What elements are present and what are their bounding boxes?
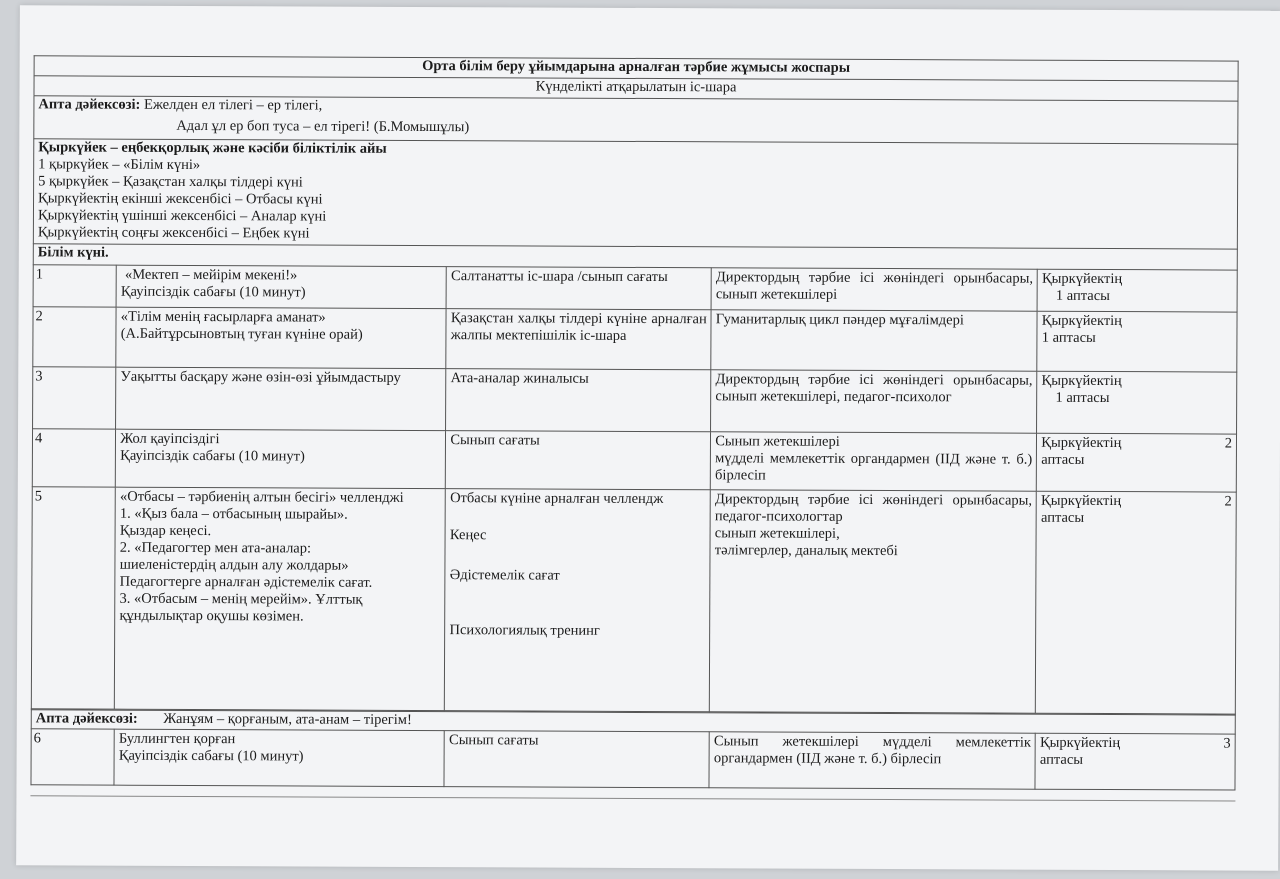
month-item: Қыркүйектің соңғы жексенбісі – Еңбек күні (37, 224, 310, 242)
responsible-cell: Директордың тәрбие ісі жөніндегі орынбасары, сынып жетекшілері, педагог-психолог (711, 370, 1037, 433)
time-month: Қыркүйектің (1039, 734, 1121, 752)
row-number: 4 (32, 429, 116, 487)
responsible-cell: Директордың тәрбие ісі жөніндегі орынбасары, сынып жетекшілері (711, 268, 1037, 311)
event-line: Қауіпсіздік сабағы (10 минут) (120, 283, 306, 301)
time-line: аптасы (1039, 751, 1084, 768)
event-line: 1. «Қыз бала – отбасының шырайы». (119, 505, 348, 523)
events-table-2 (30, 728, 1235, 790)
event-cell (116, 429, 446, 488)
motto-label: Апта дәйексөзі: (35, 710, 138, 727)
time-line: Қыркүйектің (1041, 312, 1123, 330)
time-month: Қыркүйектің (1041, 492, 1122, 510)
motto-line-1: Ежелден ел тілегі – ер тілегі, (143, 96, 323, 114)
events-table (31, 264, 1238, 714)
responsible-cell: Сынып жетекшілері мүдделі мемлекеттік органдармен (ІІД және т. б.) бірлесіп (709, 732, 1035, 789)
month-item: 1 қыркүйек – «Білім күні» (38, 156, 201, 174)
row-number: 2 (33, 307, 117, 367)
table-row (31, 487, 1236, 714)
table-row (32, 429, 1236, 492)
month-item: 5 қыркүйек – Қазақстан халқы тілдері күні (38, 173, 303, 191)
event-line: «Мектеп – мейірім мекені!» (124, 266, 298, 284)
row-number: 3 (33, 367, 117, 429)
time-cell (1037, 311, 1237, 372)
month-block (33, 138, 1238, 248)
row-number: 6 (31, 729, 115, 785)
event-cell (116, 307, 446, 368)
plan-document (30, 55, 1238, 802)
time-line (1040, 735, 1231, 753)
motto-line-2: Адал ұл ер боп туса – ел тірегі! (Б.Момышұлы) (176, 117, 470, 136)
row-number: 5 (31, 487, 115, 709)
event-line: Қыздар кеңесі. (119, 522, 212, 540)
time-week: 3 (1223, 735, 1231, 752)
event-line: «Отбасы – тәрбиенің алтын бесігі» челленджі (119, 488, 404, 506)
responsible-line: мүдделі мемлекеттік органдармен (ІІД және т. б.) бірлесіп (715, 450, 1033, 484)
responsible-cell: Гуманитарлық цикл пәндер мұғалімдері (711, 310, 1037, 371)
event-line: 2. «Педагогтер мен ата-аналар: (119, 539, 312, 557)
page-bottom-rule (30, 795, 1235, 802)
time-line: 1 аптасы (1055, 389, 1110, 407)
responsible-cell (711, 432, 1037, 491)
time-week: 2 (1224, 493, 1232, 510)
event-line: 3. «Отбасым – менің мерейім». Ұлттық құндылықтар оқушы көзімен. (119, 590, 363, 625)
table-row (33, 265, 1237, 312)
event-cell (116, 265, 446, 308)
event-cell: Уақытты басқару және өзін-өзі ұйымдастыру (116, 367, 446, 430)
event-line: Қауіпсіздік сабағы (10 минут) (118, 747, 304, 765)
time-cell (1036, 491, 1237, 714)
time-line (1041, 493, 1232, 511)
event-cell (114, 729, 444, 786)
event-line: «Тілім менің ғасырларға аманат» (120, 308, 326, 326)
form-cell: Сынып сағаты (444, 731, 709, 788)
time-line: Қыркүйектің (1041, 270, 1123, 288)
motto-text: Жанұям – қорғаным, ата-анам – тірегім! (163, 710, 412, 728)
time-line (1041, 435, 1232, 453)
form-line: Әдістемелік сағат (449, 567, 560, 584)
document-subtitle: Күнделікті атқарылатын іс-шара (33, 75, 1238, 100)
responsible-cell (710, 490, 1037, 713)
form-cell: Салтанатты іс-шара /сынып сағаты (446, 267, 711, 310)
motto-label: Апта дәйексөзі: (38, 96, 141, 113)
time-line: Қыркүйектің (1041, 372, 1122, 390)
time-cell (1037, 433, 1237, 492)
time-week: 2 (1224, 435, 1233, 452)
form-cell: Қазақстан халқы тілдері күніне арналған жалпы мектепішілік іс-шара (446, 309, 711, 370)
month-item: Қыркүйектің екінші жексенбісі – Отбасы күні (38, 190, 323, 208)
time-cell (1037, 269, 1237, 312)
time-line: аптасы (1041, 451, 1085, 468)
time-line: аптасы (1040, 509, 1085, 526)
table-row (33, 307, 1237, 372)
event-line: Жол қауіпсіздігі (120, 430, 220, 448)
time-line: 1 аптасы (1041, 329, 1096, 346)
row-number: 1 (33, 265, 116, 307)
week-motto (33, 95, 1238, 143)
event-line: Қауіпсіздік сабағы (10 минут) (120, 447, 305, 465)
responsible-line: Сынып жетекшілері (715, 433, 840, 450)
form-cell: Ата-аналар жиналысы (446, 369, 711, 432)
event-line: шиеленістердің алдын алу жолдары» (119, 556, 349, 574)
form-cell: Сынып сағаты (446, 431, 711, 490)
form-line: Отбасы күніне арналған челлендж (450, 490, 664, 508)
document-title: Орта білім беру ұйымдарына арналған тәрбие жұмысы жоспары (34, 55, 1239, 80)
paper-sheet (16, 5, 1280, 870)
form-cell (445, 489, 711, 712)
form-line: Кеңес (449, 527, 487, 544)
event-line: Буллингтен қорған (118, 730, 236, 748)
responsible-line: Директордың тәрбие ісі жөніндегі орынбасары, педагог-психологтар (714, 491, 1033, 525)
time-line: 1 аптасы (1055, 287, 1110, 305)
time-cell (1035, 733, 1235, 790)
responsible-line: сынып жетекшілері, (714, 525, 840, 542)
table-row (31, 729, 1235, 790)
responsible-line: тәлімгерлер, даналық мектебі (714, 542, 898, 560)
section-title: Білім күні. (33, 243, 1238, 269)
time-month: Қыркүйектің (1041, 434, 1122, 452)
table-row (33, 367, 1237, 434)
form-line: Психологиялық тренинг (449, 622, 600, 639)
time-cell (1037, 371, 1237, 434)
event-line: (А.Байтұрсыновтың туған күніне орай) (120, 325, 363, 343)
month-heading: Қыркүйек – еңбекқорлық және кәсіби біліктілік айы (38, 139, 387, 157)
month-item: Қыркүйектің үшінші жексенбісі – Аналар күні (37, 207, 327, 225)
event-line: Педагогтерге арналған әдістемелік сағат. (119, 573, 373, 591)
event-cell (115, 487, 446, 710)
